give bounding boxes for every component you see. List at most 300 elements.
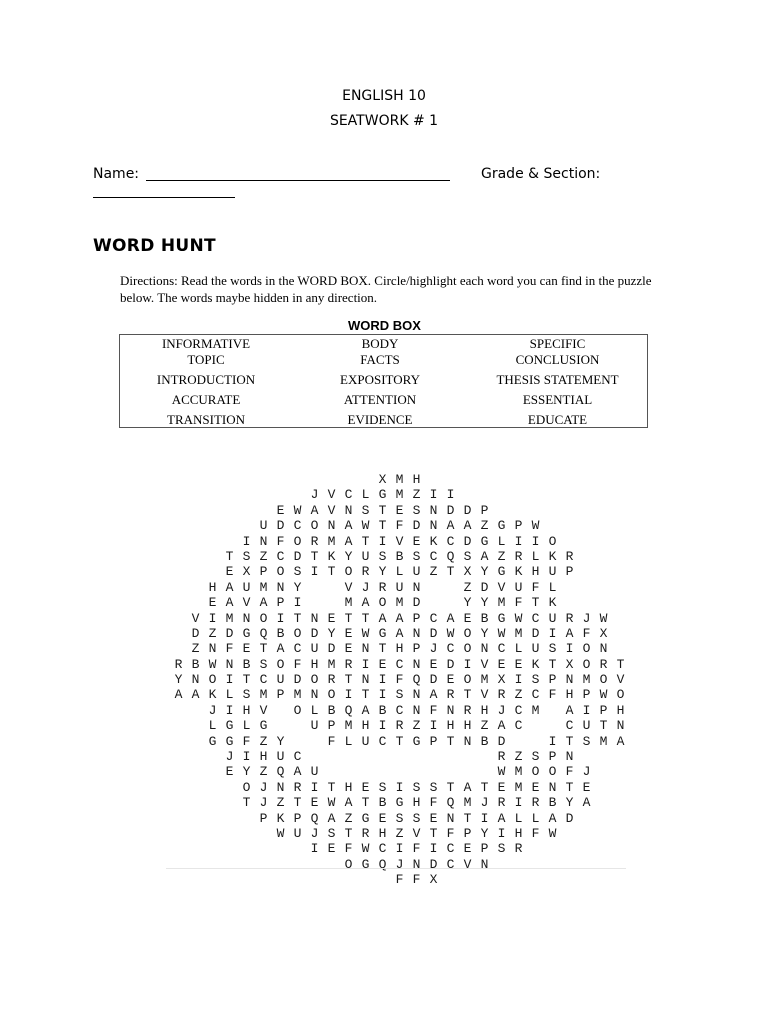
- puzzle-letter[interactable]: T: [242, 795, 251, 811]
- puzzle-letter[interactable]: N: [412, 625, 421, 641]
- puzzle-letter[interactable]: F: [429, 702, 438, 718]
- puzzle-letter[interactable]: H: [378, 825, 387, 841]
- puzzle-letter[interactable]: E: [582, 779, 591, 795]
- puzzle-letter[interactable]: U: [548, 610, 557, 626]
- puzzle-letter[interactable]: L: [514, 810, 523, 826]
- puzzle-letter[interactable]: A: [463, 779, 472, 795]
- puzzle-letter[interactable]: G: [395, 795, 404, 811]
- puzzle-letter[interactable]: N: [599, 641, 608, 657]
- puzzle-letter[interactable]: O: [616, 687, 625, 703]
- puzzle-letter[interactable]: T: [378, 502, 387, 518]
- puzzle-letter[interactable]: D: [429, 856, 438, 872]
- puzzle-letter[interactable]: S: [361, 502, 370, 518]
- puzzle-letter[interactable]: P: [548, 672, 557, 688]
- puzzle-letter[interactable]: F: [276, 533, 285, 549]
- puzzle-letter[interactable]: I: [378, 687, 387, 703]
- puzzle-letter[interactable]: Z: [208, 625, 217, 641]
- puzzle-letter[interactable]: A: [225, 595, 234, 611]
- puzzle-letter[interactable]: I: [582, 702, 591, 718]
- puzzle-letter[interactable]: R: [497, 795, 506, 811]
- puzzle-letter[interactable]: X: [429, 872, 438, 888]
- puzzle-letter[interactable]: M: [344, 595, 353, 611]
- puzzle-letter[interactable]: V: [242, 595, 251, 611]
- puzzle-letter[interactable]: A: [582, 795, 591, 811]
- puzzle-letter[interactable]: U: [293, 825, 302, 841]
- puzzle-letter[interactable]: O: [242, 779, 251, 795]
- puzzle-letter[interactable]: O: [259, 610, 268, 626]
- puzzle-letter[interactable]: J: [310, 825, 319, 841]
- puzzle-letter[interactable]: N: [463, 733, 472, 749]
- puzzle-letter[interactable]: D: [565, 810, 574, 826]
- puzzle-letter[interactable]: C: [565, 718, 574, 734]
- puzzle-letter[interactable]: A: [378, 610, 387, 626]
- puzzle-letter[interactable]: A: [174, 687, 183, 703]
- puzzle-letter[interactable]: E: [327, 610, 336, 626]
- puzzle-letter[interactable]: I: [276, 610, 285, 626]
- puzzle-letter[interactable]: T: [361, 610, 370, 626]
- puzzle-letter[interactable]: N: [446, 810, 455, 826]
- puzzle-letter[interactable]: N: [191, 672, 200, 688]
- puzzle-letter[interactable]: A: [361, 595, 370, 611]
- puzzle-letter[interactable]: M: [293, 687, 302, 703]
- puzzle-letter[interactable]: W: [497, 764, 506, 780]
- puzzle-letter[interactable]: D: [446, 502, 455, 518]
- puzzle-letter[interactable]: D: [497, 733, 506, 749]
- puzzle-letter[interactable]: F: [446, 825, 455, 841]
- puzzle-letter[interactable]: E: [361, 779, 370, 795]
- puzzle-letter[interactable]: M: [599, 733, 608, 749]
- puzzle-letter[interactable]: K: [276, 810, 285, 826]
- puzzle-letter[interactable]: I: [514, 672, 523, 688]
- puzzle-letter[interactable]: V: [616, 672, 625, 688]
- puzzle-letter[interactable]: Q: [310, 810, 319, 826]
- puzzle-letter[interactable]: B: [395, 548, 404, 564]
- puzzle-letter[interactable]: T: [361, 687, 370, 703]
- puzzle-letter[interactable]: H: [361, 718, 370, 734]
- puzzle-letter[interactable]: J: [497, 702, 506, 718]
- puzzle-letter[interactable]: Z: [463, 579, 472, 595]
- puzzle-letter[interactable]: L: [531, 810, 540, 826]
- puzzle-letter[interactable]: P: [599, 702, 608, 718]
- puzzle-letter[interactable]: U: [361, 548, 370, 564]
- puzzle-letter[interactable]: N: [548, 779, 557, 795]
- puzzle-letter[interactable]: E: [276, 502, 285, 518]
- puzzle-letter[interactable]: T: [446, 733, 455, 749]
- puzzle-letter[interactable]: W: [276, 825, 285, 841]
- puzzle-letter[interactable]: C: [446, 533, 455, 549]
- puzzle-letter[interactable]: K: [531, 656, 540, 672]
- puzzle-letter[interactable]: W: [361, 625, 370, 641]
- puzzle-letter[interactable]: J: [480, 795, 489, 811]
- puzzle-letter[interactable]: S: [463, 548, 472, 564]
- puzzle-letter[interactable]: G: [259, 718, 268, 734]
- puzzle-letter[interactable]: C: [446, 841, 455, 857]
- puzzle-letter[interactable]: H: [259, 749, 268, 765]
- puzzle-letter[interactable]: E: [225, 764, 234, 780]
- puzzle-letter[interactable]: P: [480, 502, 489, 518]
- puzzle-letter[interactable]: N: [429, 518, 438, 534]
- puzzle-letter[interactable]: Y: [344, 548, 353, 564]
- puzzle-letter[interactable]: W: [548, 825, 557, 841]
- puzzle-letter[interactable]: K: [514, 564, 523, 580]
- puzzle-letter[interactable]: R: [174, 656, 183, 672]
- puzzle-letter[interactable]: O: [378, 595, 387, 611]
- puzzle-letter[interactable]: T: [378, 641, 387, 657]
- puzzle-letter[interactable]: U: [276, 672, 285, 688]
- puzzle-letter[interactable]: E: [514, 656, 523, 672]
- puzzle-letter[interactable]: O: [548, 533, 557, 549]
- puzzle-letter[interactable]: O: [463, 641, 472, 657]
- puzzle-letter[interactable]: P: [429, 733, 438, 749]
- puzzle-letter[interactable]: E: [446, 672, 455, 688]
- puzzle-letter[interactable]: R: [463, 702, 472, 718]
- puzzle-letter[interactable]: G: [208, 733, 217, 749]
- puzzle-letter[interactable]: M: [327, 656, 336, 672]
- puzzle-letter[interactable]: Q: [412, 672, 421, 688]
- puzzle-letter[interactable]: P: [463, 825, 472, 841]
- puzzle-letter[interactable]: P: [548, 749, 557, 765]
- puzzle-letter[interactable]: M: [463, 795, 472, 811]
- puzzle-letter[interactable]: Y: [480, 564, 489, 580]
- puzzle-letter[interactable]: B: [242, 656, 251, 672]
- puzzle-letter[interactable]: U: [310, 718, 319, 734]
- puzzle-letter[interactable]: X: [378, 472, 387, 487]
- puzzle-letter[interactable]: D: [429, 672, 438, 688]
- puzzle-letter[interactable]: T: [616, 656, 625, 672]
- puzzle-letter[interactable]: S: [395, 687, 404, 703]
- puzzle-letter[interactable]: U: [310, 764, 319, 780]
- puzzle-letter[interactable]: H: [344, 779, 353, 795]
- puzzle-letter[interactable]: U: [361, 733, 370, 749]
- puzzle-letter[interactable]: G: [361, 856, 370, 872]
- puzzle-letter[interactable]: K: [327, 548, 336, 564]
- puzzle-letter[interactable]: H: [412, 472, 421, 487]
- puzzle-letter[interactable]: I: [310, 841, 319, 857]
- puzzle-letter[interactable]: D: [480, 579, 489, 595]
- puzzle-letter[interactable]: T: [446, 564, 455, 580]
- puzzle-letter[interactable]: E: [395, 502, 404, 518]
- puzzle-letter[interactable]: S: [327, 825, 336, 841]
- puzzle-letter[interactable]: V: [259, 702, 268, 718]
- puzzle-letter[interactable]: U: [582, 718, 591, 734]
- puzzle-letter[interactable]: S: [259, 656, 268, 672]
- puzzle-letter[interactable]: A: [293, 764, 302, 780]
- puzzle-letter[interactable]: I: [344, 687, 353, 703]
- puzzle-letter[interactable]: M: [480, 672, 489, 688]
- puzzle-letter[interactable]: I: [310, 564, 319, 580]
- puzzle-letter[interactable]: B: [327, 702, 336, 718]
- puzzle-letter[interactable]: A: [225, 579, 234, 595]
- puzzle-letter[interactable]: O: [531, 764, 540, 780]
- puzzle-letter[interactable]: R: [327, 672, 336, 688]
- puzzle-letter[interactable]: P: [412, 641, 421, 657]
- puzzle-letter[interactable]: R: [361, 564, 370, 580]
- puzzle-letter[interactable]: O: [327, 687, 336, 703]
- puzzle-letter[interactable]: E: [463, 841, 472, 857]
- puzzle-letter[interactable]: R: [565, 548, 574, 564]
- puzzle-letter[interactable]: Y: [174, 672, 183, 688]
- puzzle-letter[interactable]: S: [531, 672, 540, 688]
- puzzle-letter[interactable]: K: [548, 595, 557, 611]
- puzzle-letter[interactable]: T: [548, 656, 557, 672]
- puzzle-letter[interactable]: C: [514, 702, 523, 718]
- puzzle-letter[interactable]: N: [276, 779, 285, 795]
- puzzle-letter[interactable]: Q: [276, 764, 285, 780]
- puzzle-letter[interactable]: W: [514, 610, 523, 626]
- puzzle-letter[interactable]: Z: [412, 487, 421, 503]
- puzzle-letter[interactable]: T: [293, 795, 302, 811]
- puzzle-letter[interactable]: S: [429, 779, 438, 795]
- puzzle-letter[interactable]: I: [242, 749, 251, 765]
- puzzle-letter[interactable]: R: [531, 795, 540, 811]
- puzzle-letter[interactable]: O: [310, 672, 319, 688]
- puzzle-letter[interactable]: O: [293, 533, 302, 549]
- puzzle-letter[interactable]: O: [344, 564, 353, 580]
- puzzle-letter[interactable]: G: [497, 564, 506, 580]
- puzzle-letter[interactable]: C: [293, 518, 302, 534]
- puzzle-letter[interactable]: A: [361, 702, 370, 718]
- puzzle-letter[interactable]: F: [514, 595, 523, 611]
- puzzle-letter[interactable]: K: [208, 687, 217, 703]
- puzzle-letter[interactable]: V: [191, 610, 200, 626]
- puzzle-letter[interactable]: F: [395, 672, 404, 688]
- puzzle-letter[interactable]: O: [599, 672, 608, 688]
- puzzle-letter[interactable]: D: [310, 625, 319, 641]
- puzzle-letter[interactable]: A: [429, 687, 438, 703]
- puzzle-letter[interactable]: B: [378, 795, 387, 811]
- puzzle-letter[interactable]: F: [225, 641, 234, 657]
- puzzle-letter[interactable]: U: [548, 564, 557, 580]
- puzzle-letter[interactable]: I: [446, 487, 455, 503]
- puzzle-letter[interactable]: G: [378, 487, 387, 503]
- puzzle-letter[interactable]: I: [293, 595, 302, 611]
- puzzle-letter[interactable]: V: [327, 502, 336, 518]
- puzzle-letter[interactable]: I: [463, 656, 472, 672]
- puzzle-letter[interactable]: B: [548, 795, 557, 811]
- puzzle-letter[interactable]: O: [276, 656, 285, 672]
- puzzle-letter[interactable]: C: [293, 641, 302, 657]
- puzzle-letter[interactable]: H: [310, 656, 319, 672]
- puzzle-letter[interactable]: K: [429, 533, 438, 549]
- puzzle-letter[interactable]: W: [208, 656, 217, 672]
- puzzle-letter[interactable]: R: [344, 656, 353, 672]
- puzzle-letter[interactable]: N: [480, 641, 489, 657]
- puzzle-letter[interactable]: Z: [497, 548, 506, 564]
- puzzle-letter[interactable]: T: [327, 564, 336, 580]
- puzzle-letter[interactable]: I: [378, 718, 387, 734]
- puzzle-letter[interactable]: L: [395, 564, 404, 580]
- puzzle-letter[interactable]: C: [344, 487, 353, 503]
- puzzle-letter[interactable]: D: [327, 641, 336, 657]
- puzzle-letter[interactable]: R: [446, 687, 455, 703]
- puzzle-letter[interactable]: C: [446, 856, 455, 872]
- puzzle-letter[interactable]: D: [412, 595, 421, 611]
- puzzle-letter[interactable]: N: [565, 672, 574, 688]
- puzzle-letter[interactable]: A: [616, 733, 625, 749]
- puzzle-letter[interactable]: F: [412, 841, 421, 857]
- puzzle-letter[interactable]: O: [582, 656, 591, 672]
- puzzle-letter[interactable]: S: [412, 779, 421, 795]
- puzzle-letter[interactable]: B: [191, 656, 200, 672]
- puzzle-letter[interactable]: Q: [378, 856, 387, 872]
- puzzle-letter[interactable]: W: [361, 518, 370, 534]
- puzzle-letter[interactable]: N: [446, 702, 455, 718]
- puzzle-letter[interactable]: T: [344, 610, 353, 626]
- puzzle-letter[interactable]: U: [259, 518, 268, 534]
- puzzle-letter[interactable]: H: [565, 687, 574, 703]
- puzzle-letter[interactable]: H: [480, 702, 489, 718]
- puzzle-letter[interactable]: T: [463, 687, 472, 703]
- puzzle-letter[interactable]: O: [548, 764, 557, 780]
- puzzle-letter[interactable]: H: [531, 564, 540, 580]
- puzzle-letter[interactable]: A: [395, 625, 404, 641]
- puzzle-letter[interactable]: H: [446, 718, 455, 734]
- puzzle-letter[interactable]: Z: [429, 564, 438, 580]
- puzzle-letter[interactable]: A: [565, 625, 574, 641]
- puzzle-letter[interactable]: X: [242, 564, 251, 580]
- puzzle-letter[interactable]: V: [327, 487, 336, 503]
- puzzle-letter[interactable]: T: [565, 733, 574, 749]
- puzzle-letter[interactable]: B: [378, 702, 387, 718]
- puzzle-letter[interactable]: S: [395, 810, 404, 826]
- grade-section-blank-line[interactable]: [93, 197, 235, 198]
- puzzle-letter[interactable]: A: [344, 518, 353, 534]
- puzzle-letter[interactable]: O: [208, 672, 217, 688]
- puzzle-letter[interactable]: H: [395, 641, 404, 657]
- puzzle-letter[interactable]: A: [480, 548, 489, 564]
- puzzle-letter[interactable]: X: [565, 656, 574, 672]
- puzzle-letter[interactable]: J: [259, 779, 268, 795]
- puzzle-letter[interactable]: M: [582, 672, 591, 688]
- puzzle-letter[interactable]: Z: [395, 825, 404, 841]
- puzzle-letter[interactable]: N: [429, 502, 438, 518]
- puzzle-letter[interactable]: E: [310, 795, 319, 811]
- puzzle-letter[interactable]: E: [344, 641, 353, 657]
- puzzle-letter[interactable]: F: [242, 733, 251, 749]
- puzzle-letter[interactable]: N: [242, 610, 251, 626]
- puzzle-letter[interactable]: M: [514, 779, 523, 795]
- puzzle-letter[interactable]: C: [531, 687, 540, 703]
- puzzle-letter[interactable]: N: [361, 641, 370, 657]
- puzzle-letter[interactable]: Z: [259, 733, 268, 749]
- puzzle-letter[interactable]: Q: [259, 625, 268, 641]
- puzzle-letter[interactable]: E: [412, 533, 421, 549]
- puzzle-letter[interactable]: P: [276, 595, 285, 611]
- puzzle-letter[interactable]: E: [497, 656, 506, 672]
- puzzle-letter[interactable]: A: [327, 810, 336, 826]
- puzzle-letter[interactable]: D: [225, 625, 234, 641]
- puzzle-letter[interactable]: J: [259, 795, 268, 811]
- puzzle-letter[interactable]: K: [548, 548, 557, 564]
- puzzle-letter[interactable]: J: [361, 579, 370, 595]
- puzzle-letter[interactable]: T: [225, 548, 234, 564]
- puzzle-letter[interactable]: Z: [259, 764, 268, 780]
- puzzle-letter[interactable]: T: [242, 672, 251, 688]
- puzzle-letter[interactable]: E: [327, 841, 336, 857]
- puzzle-letter[interactable]: F: [565, 764, 574, 780]
- puzzle-letter[interactable]: G: [242, 625, 251, 641]
- puzzle-letter[interactable]: N: [565, 749, 574, 765]
- puzzle-letter[interactable]: H: [412, 795, 421, 811]
- puzzle-letter[interactable]: Y: [327, 625, 336, 641]
- puzzle-letter[interactable]: S: [412, 548, 421, 564]
- puzzle-letter[interactable]: U: [514, 579, 523, 595]
- puzzle-letter[interactable]: D: [446, 656, 455, 672]
- puzzle-letter[interactable]: O: [582, 641, 591, 657]
- puzzle-letter[interactable]: S: [242, 687, 251, 703]
- puzzle-letter[interactable]: U: [276, 749, 285, 765]
- puzzle-letter[interactable]: I: [480, 810, 489, 826]
- puzzle-letter[interactable]: N: [208, 641, 217, 657]
- puzzle-letter[interactable]: P: [293, 810, 302, 826]
- puzzle-letter[interactable]: Z: [514, 687, 523, 703]
- puzzle-letter[interactable]: I: [548, 625, 557, 641]
- puzzle-letter[interactable]: P: [412, 610, 421, 626]
- puzzle-letter[interactable]: G: [497, 518, 506, 534]
- puzzle-letter[interactable]: G: [480, 533, 489, 549]
- puzzle-letter[interactable]: I: [310, 779, 319, 795]
- puzzle-letter[interactable]: R: [395, 718, 404, 734]
- puzzle-letter[interactable]: A: [259, 595, 268, 611]
- puzzle-letter[interactable]: C: [497, 641, 506, 657]
- puzzle-letter[interactable]: N: [412, 656, 421, 672]
- puzzle-letter[interactable]: T: [293, 610, 302, 626]
- puzzle-letter[interactable]: P: [259, 564, 268, 580]
- puzzle-letter[interactable]: S: [378, 779, 387, 795]
- puzzle-letter[interactable]: E: [463, 610, 472, 626]
- puzzle-letter[interactable]: P: [259, 810, 268, 826]
- puzzle-letter[interactable]: W: [446, 625, 455, 641]
- puzzle-letter[interactable]: C: [276, 548, 285, 564]
- puzzle-letter[interactable]: L: [514, 641, 523, 657]
- puzzle-letter[interactable]: W: [599, 610, 608, 626]
- puzzle-letter[interactable]: P: [327, 718, 336, 734]
- puzzle-letter[interactable]: V: [344, 579, 353, 595]
- puzzle-letter[interactable]: F: [327, 733, 336, 749]
- puzzle-letter[interactable]: N: [276, 579, 285, 595]
- puzzle-letter[interactable]: S: [548, 641, 557, 657]
- puzzle-letter[interactable]: I: [429, 841, 438, 857]
- puzzle-letter[interactable]: C: [531, 610, 540, 626]
- puzzle-letter[interactable]: M: [327, 533, 336, 549]
- puzzle-letter[interactable]: Z: [344, 810, 353, 826]
- puzzle-letter[interactable]: J: [310, 487, 319, 503]
- puzzle-letter[interactable]: Z: [259, 548, 268, 564]
- puzzle-letter[interactable]: N: [344, 502, 353, 518]
- puzzle-letter[interactable]: A: [463, 518, 472, 534]
- puzzle-letter[interactable]: J: [429, 641, 438, 657]
- puzzle-letter[interactable]: O: [276, 564, 285, 580]
- puzzle-letter[interactable]: U: [310, 641, 319, 657]
- puzzle-letter[interactable]: I: [565, 641, 574, 657]
- puzzle-letter[interactable]: J: [208, 702, 217, 718]
- puzzle-letter[interactable]: U: [531, 641, 540, 657]
- puzzle-letter[interactable]: O: [463, 625, 472, 641]
- puzzle-letter[interactable]: Q: [446, 795, 455, 811]
- puzzle-letter[interactable]: F: [412, 872, 421, 888]
- puzzle-letter[interactable]: R: [497, 749, 506, 765]
- puzzle-letter[interactable]: Y: [480, 825, 489, 841]
- puzzle-letter[interactable]: N: [412, 687, 421, 703]
- puzzle-letter[interactable]: T: [565, 779, 574, 795]
- puzzle-letter[interactable]: M: [531, 702, 540, 718]
- puzzle-letter[interactable]: I: [208, 610, 217, 626]
- puzzle-letter[interactable]: D: [293, 548, 302, 564]
- puzzle-letter[interactable]: G: [497, 610, 506, 626]
- puzzle-letter[interactable]: M: [514, 764, 523, 780]
- puzzle-letter[interactable]: Y: [480, 595, 489, 611]
- puzzle-letter[interactable]: P: [480, 841, 489, 857]
